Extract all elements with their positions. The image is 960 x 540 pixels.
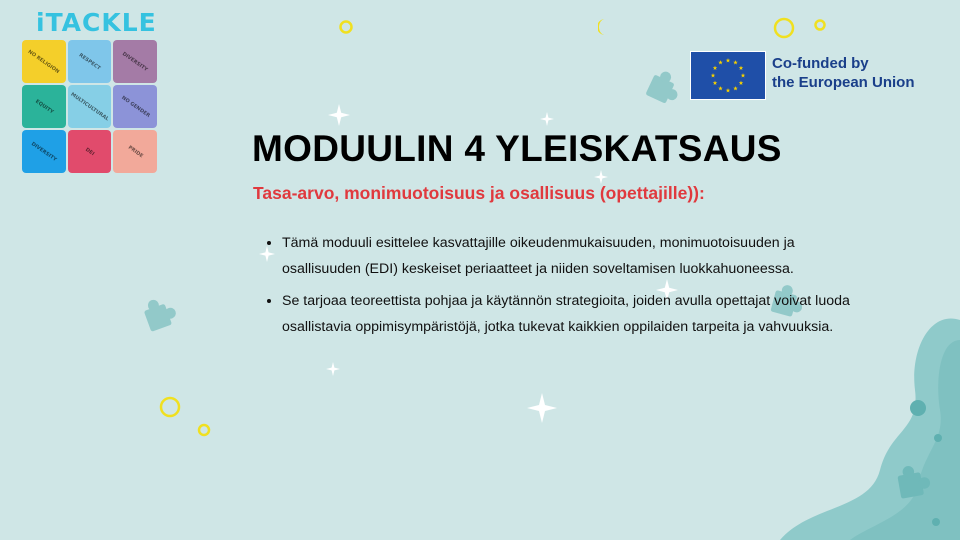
puzzle-piece-icon [890, 462, 936, 508]
puzzle-piece-icon [640, 68, 684, 112]
logo-puzzle-piece [22, 130, 66, 173]
logo-puzzle-piece [113, 130, 157, 173]
eu-funding-label [772, 54, 915, 92]
logo-puzzle-piece-label: NO RELIGION [26, 48, 61, 75]
logo-puzzle-piece-label: DIVERSITY [121, 50, 150, 73]
eu-star [739, 81, 744, 85]
eu-star [713, 66, 718, 70]
logo-puzzle-piece-label: EQUITY [33, 98, 54, 115]
sparkle-icon [594, 170, 608, 184]
sparkle-icon [527, 393, 557, 423]
circle-ring-icon [196, 422, 212, 438]
circle-ring-icon [338, 19, 354, 35]
eu-star [726, 58, 731, 62]
logo-puzzle-piece-label: PRIDE [126, 144, 144, 159]
eu-star [718, 60, 723, 64]
logo-puzzle-piece-label: DEI [83, 146, 96, 157]
bullet-list [266, 231, 862, 347]
sparkle-icon [326, 362, 340, 376]
bullet-item: • Tämä moduuli esittelee kasvattajille oikeudenmukaisuuden, monimuotoisuuden ja osallisuuden (EDI) keskeiset periaatteet ja niiden soveltamisen luokkahuoneessa. [282, 231, 862, 282]
eu-flag [690, 51, 766, 100]
eu-star [718, 86, 723, 90]
circle-ring-icon [158, 395, 182, 419]
logo-puzzle-piece-label: NO GENDER [119, 94, 151, 119]
bullet-item: • Se tarjoaa teoreettista pohjaa ja käytännön strategioita, joiden avulla opettajat voivat luoda osallistavia oppimisympäristöjä, jotka tukevat kaikkien oppilaiden tarpeita ja vahvuuksia. [282, 289, 862, 340]
eu-star [713, 81, 718, 85]
circle-ring-icon [813, 18, 827, 32]
eu-funding-line1: Co-funded by [772, 55, 869, 72]
logo-puzzle-piece [22, 40, 66, 83]
logo-puzzle-piece-label: MULTICULTURAL [69, 91, 110, 122]
crescent-icon [598, 18, 612, 36]
itackle-logo-puzzle [22, 40, 157, 173]
logo-puzzle-piece-label: RESPECT [77, 51, 102, 72]
slide-subtitle: Tasa-arvo, monimuotoisuus ja osallisuus (opettajille)): [253, 183, 705, 203]
eu-star [739, 66, 744, 70]
logo-puzzle-piece [22, 85, 66, 128]
logo-puzzle-piece [68, 130, 112, 173]
sparkle-icon [540, 112, 554, 126]
eu-star [726, 88, 731, 92]
eu-stars-icon [691, 52, 765, 99]
sparkle-icon [328, 104, 350, 126]
puzzle-piece-icon [138, 295, 182, 339]
circle-ring-icon [772, 16, 796, 40]
eu-star [741, 73, 746, 77]
logo-puzzle-piece-label: DIVERSITY [29, 140, 58, 163]
eu-funding-line2: the European Union [772, 74, 915, 91]
logo-puzzle-piece [113, 85, 157, 128]
slide-title: MODUULIN 4 YLEISKATSAUS [252, 128, 782, 169]
logo-puzzle-piece [68, 40, 112, 83]
eu-star [733, 60, 738, 64]
eu-star [711, 73, 716, 77]
itackle-logo-text: iTACKLE [36, 8, 157, 37]
logo-puzzle-piece [68, 85, 112, 128]
logo-puzzle-piece [113, 40, 157, 83]
eu-star [733, 86, 738, 90]
